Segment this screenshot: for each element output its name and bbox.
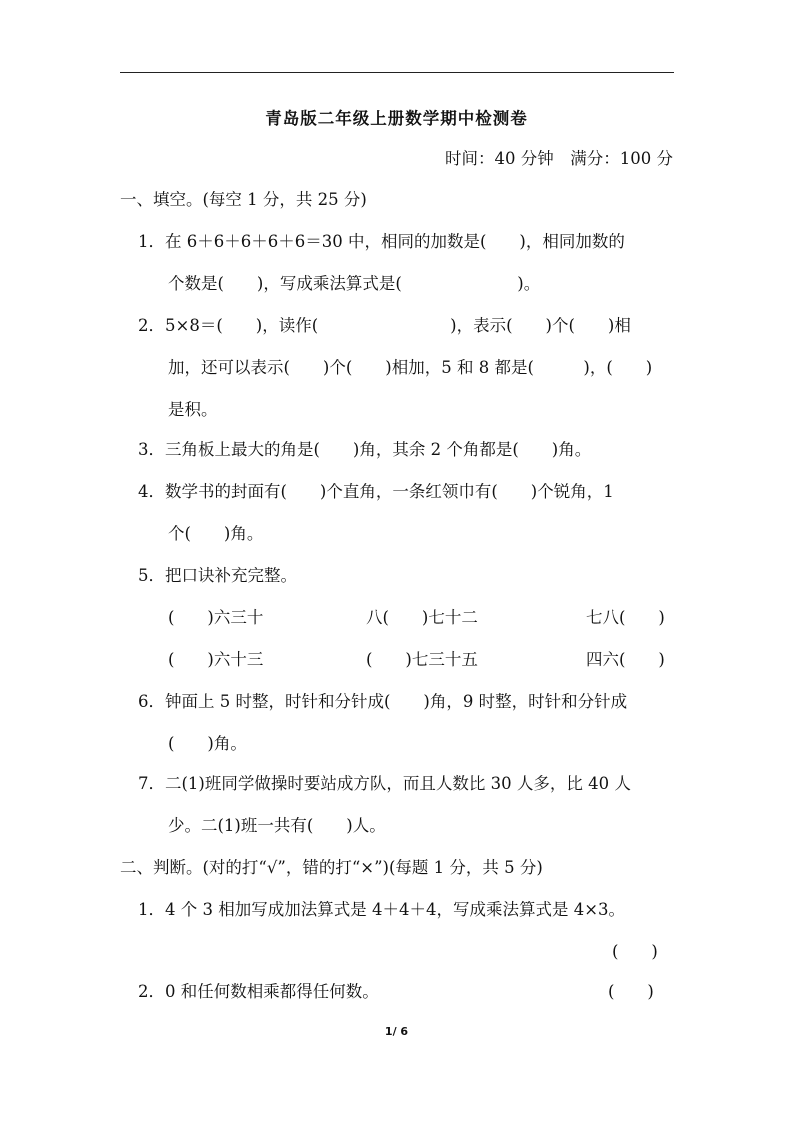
q2-line3: 是积。 <box>168 400 218 419</box>
q5-row2-item1: ( )六十三 <box>168 650 264 669</box>
judge-q1-line1: 1．4 个 3 相加写成加法算式是 4＋4＋4，写成乘法算式是 4×3。 <box>138 900 626 919</box>
q1-line2: 个数是( )，写成乘法算式是( )。 <box>168 274 541 293</box>
section1-heading: 一、填空。(每空 1 分，共 25 分) <box>120 190 367 209</box>
q2-line1: 2．5×8＝( )，读作( )，表示( )个( )相 <box>138 316 631 335</box>
page-title: 青岛版二年级上册数学期中检测卷 <box>265 109 528 128</box>
exam-meta: 时间：40 分钟 满分：100 分 <box>445 149 673 168</box>
q4-line1: 4．数学书的封面有( )个直角，一条红领巾有( )个锐角，1 <box>138 482 614 501</box>
q5-row1-item3: 七八( ) <box>586 608 665 627</box>
judge-q1-answer-paren: ( ) <box>612 942 658 961</box>
section2-heading: 二、判断。(对的打“√”，错的打“×”)(每题 1 分，共 5 分) <box>120 858 543 877</box>
q5-line1: 5．把口诀补充完整。 <box>138 566 297 585</box>
q5-row2-item3: 四六( ) <box>586 650 665 669</box>
q2-line2: 加，还可以表示( )个( )相加，5 和 8 都是( )，( ) <box>168 358 653 377</box>
judge-q2-answer-paren: ( ) <box>608 982 654 1001</box>
q7-line1: 7．二(1)班同学做操时要站成方队，而且人数比 30 人多，比 40 人 <box>138 774 631 793</box>
q1-line1: 1．在 6＋6＋6＋6＋6＝30 中，相同的加数是( )，相同加数的 <box>138 232 625 251</box>
q6-line1: 6．钟面上 5 时整，时针和分针成( )角，9 时整，时针和分针成 <box>138 692 628 711</box>
judge-q2-line1: 2．0 和任何数相乘都得任何数。 <box>138 982 379 1001</box>
page-number: 1/ 6 <box>384 1025 409 1038</box>
q5-row1-item2: 八( )七十二 <box>366 608 478 627</box>
q7-line2: 少。二(1)班一共有( )人。 <box>168 816 386 835</box>
q5-row1-item1: ( )六三十 <box>168 608 264 627</box>
q6-line2: ( )角。 <box>168 734 247 753</box>
header-rule <box>120 72 674 73</box>
q3-line1: 3．三角板上最大的角是( )角，其余 2 个角都是( )角。 <box>138 440 592 459</box>
q4-line2: 个( )角。 <box>168 524 264 543</box>
q5-row2-item2: ( )七三十五 <box>366 650 478 669</box>
